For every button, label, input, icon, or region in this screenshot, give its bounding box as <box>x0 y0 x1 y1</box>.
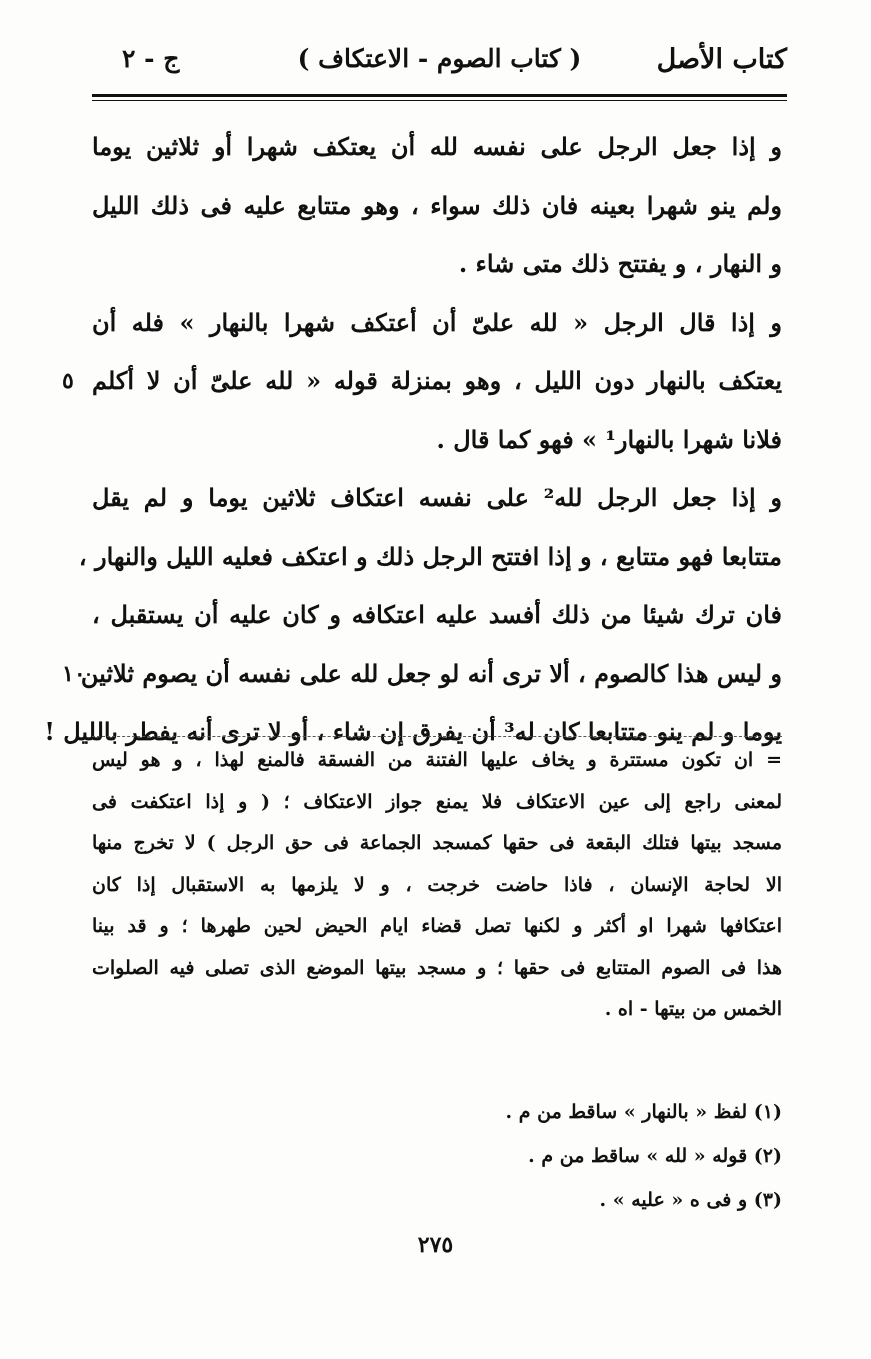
text-line: و إذا جعل الرجل على نفسه لله أن يعتكف شهرا أو ثلاثين يوما <box>92 132 782 161</box>
book-title: كتاب الأصل <box>656 44 787 75</box>
text-line: فان ترك شيئا من ذلك أفسد عليه اعتكافه و كان عليه أن يستقبل ، <box>92 600 782 629</box>
margin-line-number: ١٠ <box>62 660 86 687</box>
header-rule-thin <box>92 100 787 101</box>
commentary-line: = ان تكون مستترة و يخاف عليها الفتنة من الفسقة فالمنع لهذا ، و هو ليس <box>92 749 782 771</box>
commentary-line: مسجد بيتها فتلك البقعة فى حقها كمسجد الجماعة فى حق الرجل ) لا تخرج منها <box>92 832 782 854</box>
text-line-with-margin <box>62 645 782 704</box>
commentary-line: اعتكافها شهرا او أكثر و لكنها تصل قضاء ايام الحيض لحين طهرها ؛ و قد بينا <box>92 915 782 937</box>
commentary-line: لمعنى راجع إلى عين الاعتكاف فلا يمنع جواز الاعتكاف ؛ ( و إذا اعتكفت فى <box>92 790 782 813</box>
text-line: و إذا قال الرجل « لله علىّ أن أعتكف شهرا بالنهار » فله أن <box>92 307 782 337</box>
footnotes <box>92 1090 782 1222</box>
text-line: يوما و لم ينو متتابعا كان له³ أن يفرق إن شاء ، أو لا ترى أنه يفطر بالليل ! <box>44 717 782 746</box>
footnote: (١) لفظ « بالنهار » ساقط من م . <box>505 1101 782 1123</box>
text-line: فلانا شهرا بالنهار¹ » فهو كما قال . <box>436 424 782 454</box>
volume-number: ج - ٢ <box>122 44 180 73</box>
footnote: (٣) و فى ه « عليه » . <box>599 1189 782 1211</box>
text-line: يعتكف بالنهار دون الليل ، وهو بمنزلة قوله « لله علىّ أن لا أكلم <box>92 366 782 395</box>
page-number: ٢٧٥ <box>417 1232 454 1258</box>
text-line: و النهار ، و يفتتح ذلك متى شاء . <box>458 249 782 278</box>
text-line: ولم ينو شهرا بعينه فان ذلك سواء ، وهو متتابع عليه فى ذلك الليل <box>92 190 782 220</box>
running-header <box>92 38 787 88</box>
commentary-text <box>92 740 782 1031</box>
text-line-with-margin <box>62 352 782 411</box>
commentary-separator <box>92 736 782 737</box>
commentary-line: هذا فى الصوم المتتابع فى حقها ؛ و مسجد بيتها الموضع الذى تصلى فيه الصلوات <box>92 956 782 979</box>
footnote: (٢) قوله « لله » ساقط من م . <box>528 1145 782 1167</box>
header-rule-thick <box>92 94 787 97</box>
section-title: ( كتاب الصوم - الاعتكاف ) <box>297 44 582 73</box>
commentary-line: الخمس من بيتها - اه . <box>604 998 782 1020</box>
commentary-line: الا لحاجة الإنسان ، فاذا حاضت خرجت ، و لا يلزمها به الاستقبال إذا كان <box>92 873 782 896</box>
text-line: متتابعا فهو متتابع ، و إذا افتتح الرجل ذلك و اعتكف فعليه الليل والنهار ، <box>78 541 782 571</box>
text-line: و ليس هذا كالصوم ، ألا ترى أنه لو جعل لله على نفسه أن يصوم ثلاثين <box>80 658 782 688</box>
main-text <box>44 118 782 762</box>
text-line: و إذا جعل الرجل لله² على نفسه اعتكاف ثلاثين يوما و لم يقل <box>92 483 782 512</box>
margin-line-number: ٥ <box>62 368 74 394</box>
